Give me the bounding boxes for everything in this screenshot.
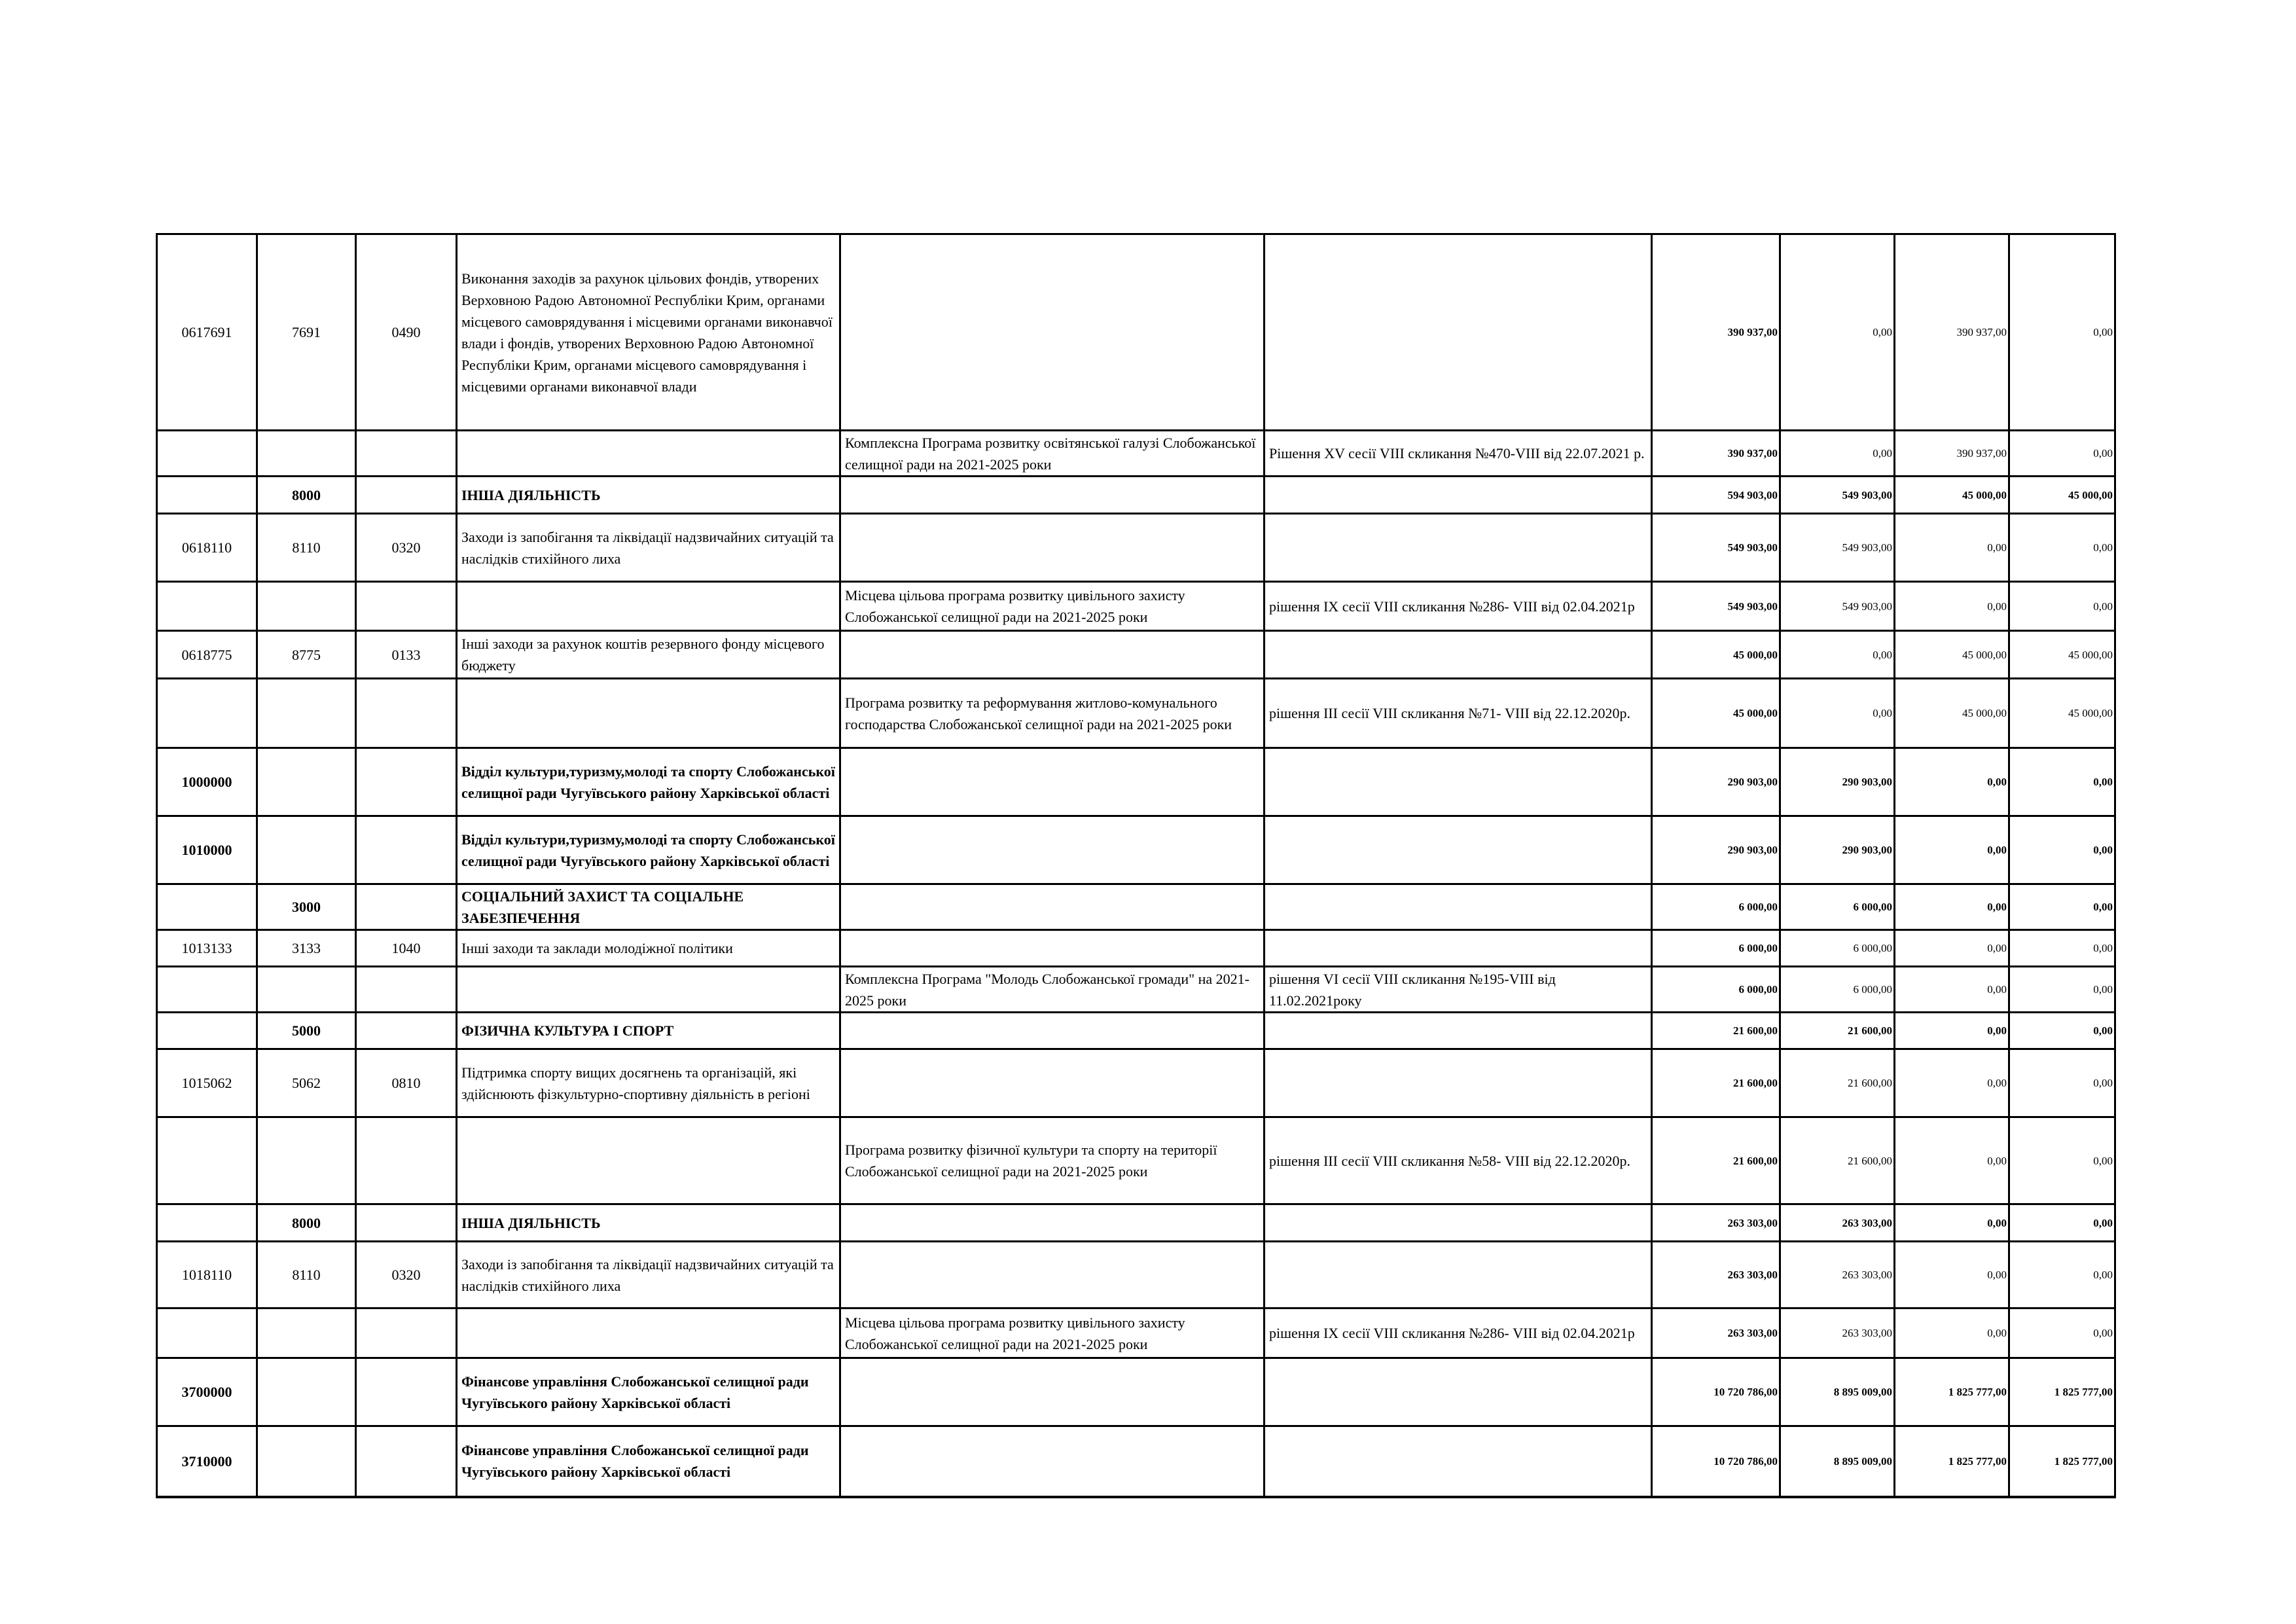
decision-cell: рішення IX сесії VIII скликання №286- VIII від 02.04.2021р: [1265, 582, 1652, 631]
kfkvk-cell: [356, 1308, 457, 1358]
decision-cell: Рішення XV сесії VIII скликання №470-VIII від 22.07.2021 р.: [1265, 431, 1652, 477]
kfkvk-cell: [356, 816, 457, 884]
program-cell: Місцева цільова програма розвитку цивільного захисту Слобожанської селищної ради на 2021-2025 роки: [840, 1308, 1265, 1358]
table-row: [157, 1308, 2115, 1358]
table-row: [157, 816, 2115, 884]
total-cell: 263 303,00: [1652, 1242, 1780, 1308]
table-row: [157, 1204, 2115, 1242]
general-fund-cell: 549 903,00: [1780, 477, 1895, 514]
program-cell: [840, 1049, 1265, 1117]
program-cell: Програма розвитку та реформування житлово-комунального господарства Слобожанської селищної ради на 2021-2025 роки: [840, 679, 1265, 748]
tpkvk-cell: [257, 1308, 356, 1358]
kfkvk-cell: [356, 1117, 457, 1204]
tpkvk-cell: 7691: [257, 234, 356, 431]
general-fund-cell: 290 903,00: [1780, 748, 1895, 816]
general-fund-cell: 549 903,00: [1780, 582, 1895, 631]
name-cell: [457, 1117, 840, 1204]
tpkvk-cell: [257, 431, 356, 477]
special-fund-cell: 0,00: [1895, 748, 2009, 816]
development-budget-cell: 0,00: [2009, 1308, 2115, 1358]
tpkvk-cell: [257, 748, 356, 816]
kfkvk-cell: [356, 679, 457, 748]
development-budget-cell: 45 000,00: [2009, 679, 2115, 748]
kpkvk-cell: 1015062: [157, 1049, 257, 1117]
total-cell: 290 903,00: [1652, 748, 1780, 816]
tpkvk-cell: 8110: [257, 1242, 356, 1308]
special-fund-cell: 45 000,00: [1895, 679, 2009, 748]
total-cell: 594 903,00: [1652, 477, 1780, 514]
decision-cell: [1265, 1013, 1652, 1049]
kpkvk-cell: 0618775: [157, 631, 257, 679]
table-row: [157, 930, 2115, 967]
program-cell: [840, 1204, 1265, 1242]
total-cell: 6 000,00: [1652, 967, 1780, 1013]
kfkvk-cell: [356, 477, 457, 514]
general-fund-cell: 6 000,00: [1780, 930, 1895, 967]
table-row: [157, 477, 2115, 514]
table-row: [157, 1358, 2115, 1426]
special-fund-cell: 1 825 777,00: [1895, 1426, 2009, 1497]
decision-cell: [1265, 748, 1652, 816]
kpkvk-cell: 0618110: [157, 514, 257, 582]
table-row: [157, 514, 2115, 582]
kfkvk-cell: 1040: [356, 930, 457, 967]
total-cell: 263 303,00: [1652, 1308, 1780, 1358]
tpkvk-cell: 3000: [257, 884, 356, 930]
program-cell: [840, 1358, 1265, 1426]
decision-cell: [1265, 930, 1652, 967]
decision-cell: [1265, 1358, 1652, 1426]
tpkvk-cell: 3133: [257, 930, 356, 967]
total-cell: 290 903,00: [1652, 816, 1780, 884]
special-fund-cell: 0,00: [1895, 1242, 2009, 1308]
table-row: [157, 1242, 2115, 1308]
tpkvk-cell: 8000: [257, 1204, 356, 1242]
table-row: [157, 748, 2115, 816]
program-cell: [840, 234, 1265, 431]
development-budget-cell: 0,00: [2009, 1242, 2115, 1308]
decision-cell: [1265, 234, 1652, 431]
decision-cell: [1265, 1426, 1652, 1497]
special-fund-cell: 0,00: [1895, 930, 2009, 967]
general-fund-cell: 21 600,00: [1780, 1013, 1895, 1049]
special-fund-cell: 0,00: [1895, 1013, 2009, 1049]
general-fund-cell: 263 303,00: [1780, 1204, 1895, 1242]
program-cell: Комплексна Програма розвитку освітянської галузі Слобожанської селищної ради на 2021-2025 роки: [840, 431, 1265, 477]
table-row: [157, 582, 2115, 631]
kfkvk-cell: [356, 1204, 457, 1242]
kfkvk-cell: [356, 884, 457, 930]
development-budget-cell: 0,00: [2009, 1117, 2115, 1204]
name-cell: Відділ культури,туризму,молоді та спорту Слобожанської селищної ради Чугуївського району Харківської області: [457, 816, 840, 884]
development-budget-cell: 0,00: [2009, 1013, 2115, 1049]
decision-cell: [1265, 1204, 1652, 1242]
program-cell: [840, 631, 1265, 679]
tpkvk-cell: 8000: [257, 477, 356, 514]
program-cell: Комплексна Програма "Молодь Слобожанської громади" на 2021-2025 роки: [840, 967, 1265, 1013]
total-cell: 21 600,00: [1652, 1117, 1780, 1204]
name-cell: ФІЗИЧНА КУЛЬТУРА І СПОРТ: [457, 1013, 840, 1049]
program-cell: [840, 816, 1265, 884]
development-budget-cell: 45 000,00: [2009, 477, 2115, 514]
development-budget-cell: 45 000,00: [2009, 631, 2115, 679]
special-fund-cell: 45 000,00: [1895, 477, 2009, 514]
special-fund-cell: 0,00: [1895, 514, 2009, 582]
kfkvk-cell: [356, 1358, 457, 1426]
kpkvk-cell: 0617691: [157, 234, 257, 431]
kpkvk-cell: [157, 582, 257, 631]
total-cell: 10 720 786,00: [1652, 1358, 1780, 1426]
program-cell: Місцева цільова програма розвитку цивільного захисту Слобожанської селищної ради на 2021-2025 роки: [840, 582, 1265, 631]
general-fund-cell: 21 600,00: [1780, 1049, 1895, 1117]
program-cell: Програма розвитку фізичної культури та спорту на території Слобожанської селищної ради на 2021-2025 роки: [840, 1117, 1265, 1204]
name-cell: [457, 582, 840, 631]
kfkvk-cell: [356, 1013, 457, 1049]
name-cell: Фінансове управління Слобожанської селищної ради Чугуївського району Харківської області: [457, 1426, 840, 1497]
general-fund-cell: 8 895 009,00: [1780, 1426, 1895, 1497]
table-row: [157, 1013, 2115, 1049]
decision-cell: [1265, 1242, 1652, 1308]
general-fund-cell: 0,00: [1780, 679, 1895, 748]
special-fund-cell: 0,00: [1895, 1117, 2009, 1204]
kpkvk-cell: [157, 1117, 257, 1204]
decision-cell: [1265, 884, 1652, 930]
total-cell: 390 937,00: [1652, 234, 1780, 431]
development-budget-cell: 1 825 777,00: [2009, 1358, 2115, 1426]
program-cell: [840, 514, 1265, 582]
table-row: [157, 631, 2115, 679]
general-fund-cell: 290 903,00: [1780, 816, 1895, 884]
kpkvk-cell: 3700000: [157, 1358, 257, 1426]
general-fund-cell: 21 600,00: [1780, 1117, 1895, 1204]
kpkvk-cell: 1013133: [157, 930, 257, 967]
kpkvk-cell: [157, 1204, 257, 1242]
general-fund-cell: 0,00: [1780, 631, 1895, 679]
total-cell: 10 720 786,00: [1652, 1426, 1780, 1497]
program-cell: [840, 930, 1265, 967]
total-cell: 549 903,00: [1652, 514, 1780, 582]
table-row: [157, 234, 2115, 431]
decision-cell: рішення VI сесії VIII скликання №195-VIII від 11.02.2021року: [1265, 967, 1652, 1013]
special-fund-cell: 0,00: [1895, 1049, 2009, 1117]
name-cell: Заходи із запобігання та ліквідації надзвичайних ситуацій та наслідків стихійного лиха: [457, 1242, 840, 1308]
kpkvk-cell: 1000000: [157, 748, 257, 816]
name-cell: ІНША ДІЯЛЬНІСТЬ: [457, 477, 840, 514]
table-row: [157, 1117, 2115, 1204]
table-body: [157, 234, 2115, 1497]
program-cell: [840, 1242, 1265, 1308]
development-budget-cell: 1 825 777,00: [2009, 1426, 2115, 1497]
table-row: [157, 1049, 2115, 1117]
table-row: [157, 1426, 2115, 1497]
development-budget-cell: 0,00: [2009, 582, 2115, 631]
total-cell: 45 000,00: [1652, 631, 1780, 679]
special-fund-cell: 1 825 777,00: [1895, 1358, 2009, 1426]
development-budget-cell: 0,00: [2009, 1049, 2115, 1117]
total-cell: 21 600,00: [1652, 1013, 1780, 1049]
name-cell: Підтримка спорту вищих досягнень та організацій, які здійснюють фізкультурно-спортивну діяльність в регіоні: [457, 1049, 840, 1117]
special-fund-cell: 45 000,00: [1895, 631, 2009, 679]
name-cell: [457, 1308, 840, 1358]
name-cell: Відділ культури,туризму,молоді та спорту Слобожанської селищної ради Чугуївського району Харківської області: [457, 748, 840, 816]
tpkvk-cell: [257, 1426, 356, 1497]
program-cell: [840, 477, 1265, 514]
name-cell: [457, 679, 840, 748]
program-cell: [840, 1426, 1265, 1497]
general-fund-cell: 263 303,00: [1780, 1242, 1895, 1308]
development-budget-cell: 0,00: [2009, 930, 2115, 967]
total-cell: 263 303,00: [1652, 1204, 1780, 1242]
table-row: [157, 967, 2115, 1013]
total-cell: 549 903,00: [1652, 582, 1780, 631]
special-fund-cell: 0,00: [1895, 1204, 2009, 1242]
tpkvk-cell: [257, 1358, 356, 1426]
special-fund-cell: 0,00: [1895, 1308, 2009, 1358]
name-cell: СОЦІАЛЬНИЙ ЗАХИСТ ТА СОЦІАЛЬНЕ ЗАБЕЗПЕЧЕННЯ: [457, 884, 840, 930]
name-cell: ІНША ДІЯЛЬНІСТЬ: [457, 1204, 840, 1242]
table-row: [157, 679, 2115, 748]
name-cell: Заходи із запобігання та ліквідації надзвичайних ситуацій та наслідків стихійного лиха: [457, 514, 840, 582]
tpkvk-cell: [257, 582, 356, 631]
decision-cell: [1265, 514, 1652, 582]
development-budget-cell: 0,00: [2009, 884, 2115, 930]
table-row: [157, 884, 2115, 930]
special-fund-cell: 390 937,00: [1895, 431, 2009, 477]
decision-cell: рішення III сесії VIII скликання №71- VIII від 22.12.2020р.: [1265, 679, 1652, 748]
decision-cell: рішення III сесії VIII скликання №58- VIII від 22.12.2020р.: [1265, 1117, 1652, 1204]
kpkvk-cell: [157, 967, 257, 1013]
tpkvk-cell: [257, 1117, 356, 1204]
name-cell: Виконання заходів за рахунок цільових фондів, утворених Верховною Радою Автономної Республіки Крим, органами місцевого самоврядування і місцевими органами виконавчої влади і фондів, утворених Верховною Радою Автономної Республіки Крим, органами місцевого самоврядування і місцевими органами виконавчої влади: [457, 234, 840, 431]
kpkvk-cell: 1010000: [157, 816, 257, 884]
program-cell: [840, 748, 1265, 816]
general-fund-cell: 549 903,00: [1780, 514, 1895, 582]
general-fund-cell: 6 000,00: [1780, 884, 1895, 930]
special-fund-cell: 0,00: [1895, 582, 2009, 631]
total-cell: 21 600,00: [1652, 1049, 1780, 1117]
kfkvk-cell: 0490: [356, 234, 457, 431]
kfkvk-cell: [356, 431, 457, 477]
total-cell: 45 000,00: [1652, 679, 1780, 748]
development-budget-cell: 0,00: [2009, 431, 2115, 477]
kpkvk-cell: [157, 477, 257, 514]
kpkvk-cell: [157, 1308, 257, 1358]
kpkvk-cell: 1018110: [157, 1242, 257, 1308]
general-fund-cell: 6 000,00: [1780, 967, 1895, 1013]
total-cell: 390 937,00: [1652, 431, 1780, 477]
kfkvk-cell: 0320: [356, 514, 457, 582]
general-fund-cell: 0,00: [1780, 431, 1895, 477]
decision-cell: [1265, 816, 1652, 884]
kfkvk-cell: [356, 582, 457, 631]
general-fund-cell: 263 303,00: [1780, 1308, 1895, 1358]
tpkvk-cell: 5062: [257, 1049, 356, 1117]
tpkvk-cell: 5000: [257, 1013, 356, 1049]
kfkvk-cell: 0320: [356, 1242, 457, 1308]
decision-cell: [1265, 477, 1652, 514]
kpkvk-cell: [157, 679, 257, 748]
tpkvk-cell: [257, 679, 356, 748]
development-budget-cell: 0,00: [2009, 234, 2115, 431]
kfkvk-cell: 0810: [356, 1049, 457, 1117]
budget-table: [156, 233, 2116, 1498]
tpkvk-cell: [257, 967, 356, 1013]
general-fund-cell: 0,00: [1780, 234, 1895, 431]
kfkvk-cell: 0133: [356, 631, 457, 679]
table-row: [157, 431, 2115, 477]
kfkvk-cell: [356, 1426, 457, 1497]
name-cell: [457, 967, 840, 1013]
name-cell: Інші заходи та заклади молодіжної політики: [457, 930, 840, 967]
name-cell: Фінансове управління Слобожанської селищної ради Чугуївського району Харківської області: [457, 1358, 840, 1426]
kfkvk-cell: [356, 967, 457, 1013]
tpkvk-cell: [257, 816, 356, 884]
tpkvk-cell: 8775: [257, 631, 356, 679]
development-budget-cell: 0,00: [2009, 967, 2115, 1013]
development-budget-cell: 0,00: [2009, 514, 2115, 582]
development-budget-cell: 0,00: [2009, 816, 2115, 884]
decision-cell: рішення IX сесії VIII скликання №286- VIII від 02.04.2021р: [1265, 1308, 1652, 1358]
kpkvk-cell: 3710000: [157, 1426, 257, 1497]
name-cell: [457, 431, 840, 477]
tpkvk-cell: 8110: [257, 514, 356, 582]
special-fund-cell: 390 937,00: [1895, 234, 2009, 431]
general-fund-cell: 8 895 009,00: [1780, 1358, 1895, 1426]
development-budget-cell: 0,00: [2009, 1204, 2115, 1242]
special-fund-cell: 0,00: [1895, 884, 2009, 930]
kpkvk-cell: [157, 1013, 257, 1049]
special-fund-cell: 0,00: [1895, 967, 2009, 1013]
program-cell: [840, 1013, 1265, 1049]
development-budget-cell: 0,00: [2009, 748, 2115, 816]
total-cell: 6 000,00: [1652, 930, 1780, 967]
decision-cell: [1265, 631, 1652, 679]
kpkvk-cell: [157, 884, 257, 930]
name-cell: Інші заходи за рахунок коштів резервного фонду місцевого бюджету: [457, 631, 840, 679]
total-cell: 6 000,00: [1652, 884, 1780, 930]
decision-cell: [1265, 1049, 1652, 1117]
kpkvk-cell: [157, 431, 257, 477]
special-fund-cell: 0,00: [1895, 816, 2009, 884]
program-cell: [840, 884, 1265, 930]
kfkvk-cell: [356, 748, 457, 816]
